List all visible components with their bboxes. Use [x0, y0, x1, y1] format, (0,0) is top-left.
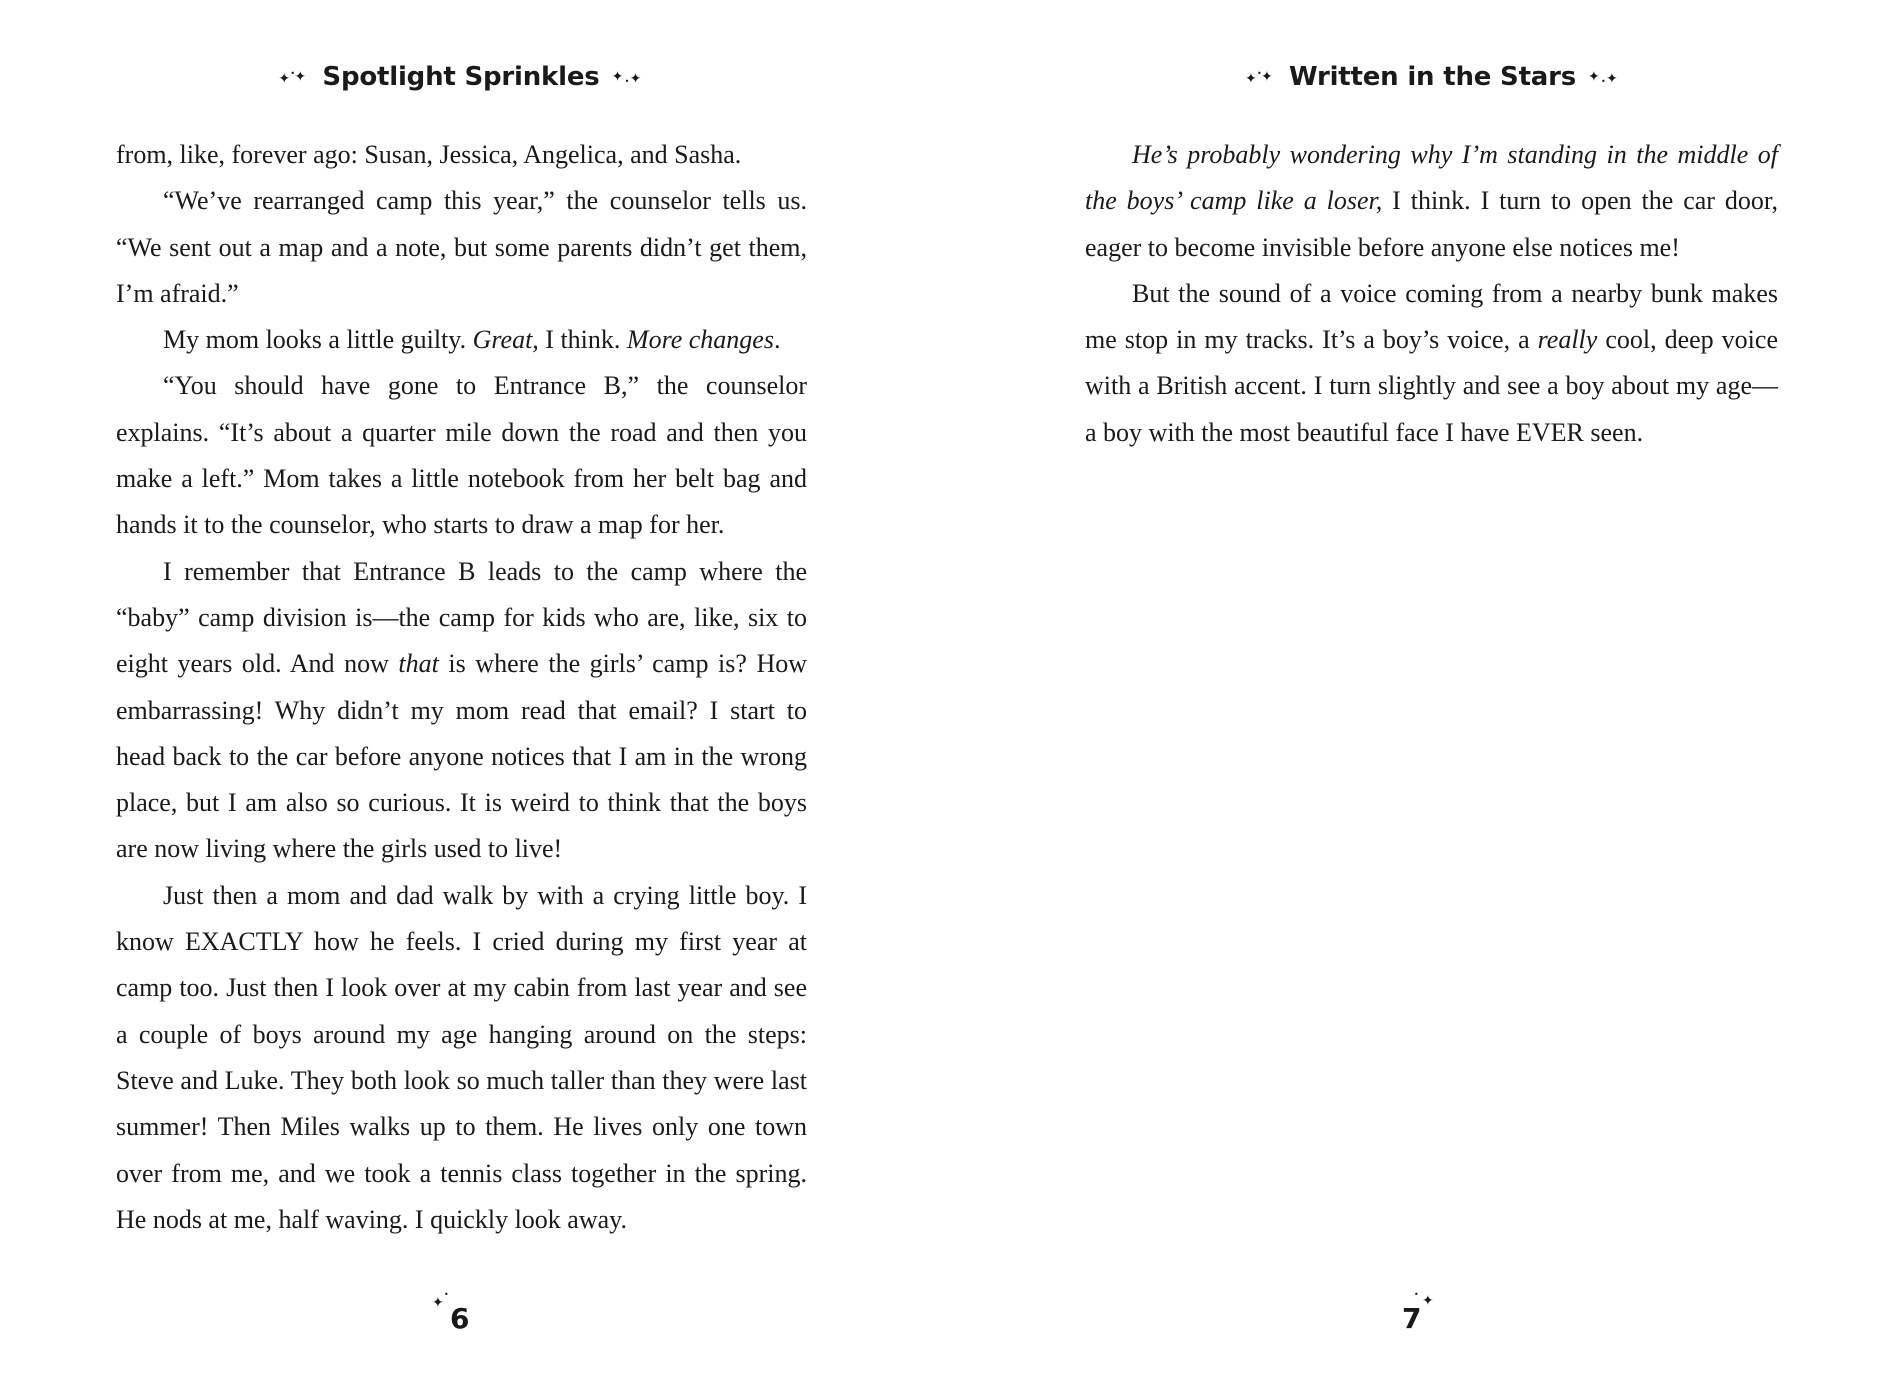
italic-text: that — [398, 649, 439, 679]
sparkle-dot-icon: • — [1414, 1290, 1419, 1299]
paragraph — [116, 549, 807, 873]
sparkle-star-icon: ✦ — [1422, 1293, 1434, 1309]
text-run: My mom looks a little guilty. — [163, 325, 467, 355]
paragraph — [116, 317, 807, 363]
text-run: is where the girls’ camp is? How embarrassing! Why didn’t my mom read that email? I start to head back to the car before anyone notices that I am in the wrong place, but I am also so curious. It is weird to think that the boys are now living where the girls used to live! — [116, 649, 808, 864]
paragraph: “You should have gone to Entrance B,” the counselor explains. “It’s about a quarter mile down the road and then you make a left.” Mom takes a little notebook from her belt bag and hands it to the counselor, who starts to draw a map for her. — [116, 371, 807, 540]
italic-text: More changes — [626, 325, 774, 355]
running-head-left — [115, 62, 807, 92]
right-page — [940, 0, 1881, 1400]
sparkle-dot-icon: • — [624, 77, 630, 86]
page-number: 6 — [450, 1302, 470, 1335]
sparkle-star-icon: ✦ — [1588, 69, 1600, 85]
sparkle-dot-icon: • — [444, 1290, 449, 1299]
book-title: Spotlight Sprinkles — [322, 62, 600, 92]
page-number: 7 — [1402, 1302, 1422, 1335]
sparkle-ornament-icon — [1588, 66, 1622, 88]
page-number-left — [432, 1290, 492, 1340]
sparkle-ornament-icon — [1243, 66, 1277, 88]
paragraph: “We’ve rearranged camp this year,” the counselor tells us. “We sent out a map and a note, but some parents didn’t get them, I’m afraid.” — [116, 186, 807, 308]
paragraph: Just then a mom and dad walk by with a crying little boy. I know EXACTLY how he feels. I cried during my first year at camp too. Just then I look over at my cabin from last year and see a couple of boys around my age hanging around on the steps: Steve and Luke. They both look so much taller than they were last summer! Then Miles walks up to them. He lives only one town over from me, and we took a tennis class together in the spring. He nods at me, half waving. I quickly look away. — [116, 880, 807, 1234]
sparkle-dot-icon: • — [1256, 69, 1262, 78]
text-run: cool, deep voice with a British accent. I turn slightly and see a boy about my age—a boy with the most beautiful face I have EVER seen. — [1085, 325, 1778, 447]
text-run: I remember that Entrance B leads to the camp where the “baby” camp division is—the camp for kids who are, like, six to eight years old. And now — [116, 556, 807, 679]
text-run: I think. — [538, 325, 627, 355]
paragraph — [1085, 271, 1778, 456]
italic-text: Great, — [472, 325, 539, 355]
running-head-right — [1086, 62, 1779, 92]
italic-text: He’s probably wondering why I’m standing in the middle of the boys’ camp like a loser, — [1085, 140, 1778, 216]
body-text-left — [116, 132, 807, 1243]
sparkle-star-icon: ✦ — [611, 69, 624, 85]
page-number-right — [1402, 1290, 1462, 1340]
sparkle-dot-icon: • — [1601, 77, 1606, 86]
paragraph: from, like, forever ago: Susan, Jessica, Angelica, and Sasha. — [116, 140, 742, 169]
sparkle-star-icon: ✦ — [278, 71, 290, 87]
paragraph — [1085, 132, 1778, 271]
text-run: . — [773, 325, 781, 355]
left-page — [0, 0, 940, 1400]
sparkle-dot-icon: • — [290, 69, 295, 78]
sparkle-ornament-icon — [276, 66, 310, 88]
sparkle-star-icon: ✦ — [1260, 69, 1273, 85]
text-run: I think. I turn to open the car door, eager to become invisible before anyone else notices me! — [1085, 186, 1778, 262]
chapter-title: Written in the Stars — [1288, 62, 1577, 92]
sparkle-star-icon: ✦ — [432, 1295, 444, 1311]
sparkle-star-icon: ✦ — [294, 69, 306, 85]
body-text-right — [1085, 132, 1778, 456]
sparkle-star-icon: ✦ — [629, 71, 642, 87]
text-run: But the sound of a voice coming from a nearby bunk makes me stop in my tracks. It’s a boy’s voice, a — [1085, 278, 1778, 355]
sparkle-star-icon: ✦ — [1244, 71, 1257, 87]
italic-text: really — [1537, 325, 1598, 355]
sparkle-ornament-icon — [612, 66, 646, 88]
sparkle-star-icon: ✦ — [1606, 71, 1618, 87]
